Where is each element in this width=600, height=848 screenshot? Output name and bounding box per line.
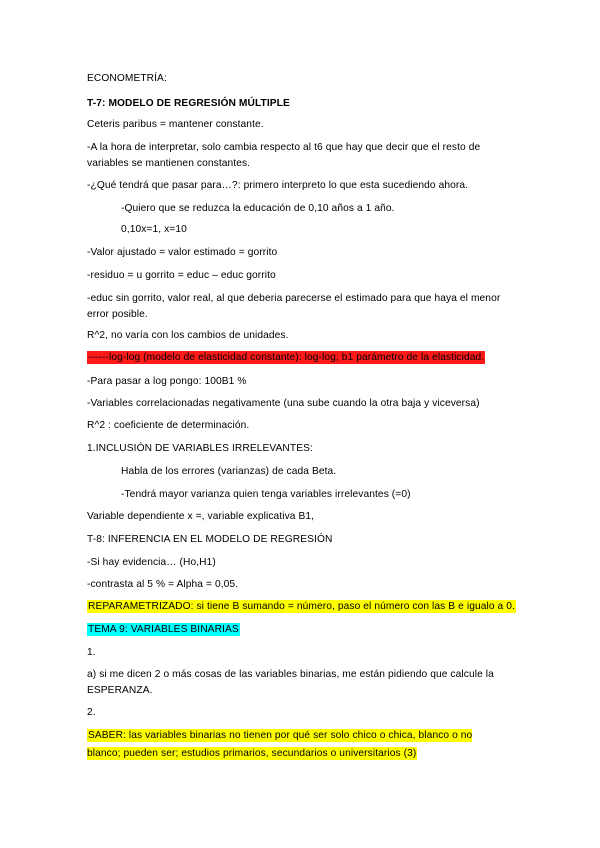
section-heading: 1.INCLUSIÓN DE VARIABLES IRRELEVANTES: bbox=[87, 443, 313, 454]
text-line: -Variables correlacionadas negativamente (una sube cuando la otra baja y viceversa) bbox=[87, 398, 480, 409]
text-line: -¿Qué tendrá que pasar para…?: primero interpreto lo que esta sucediendo ahora. bbox=[87, 180, 469, 191]
highlight-yellow-line bbox=[87, 599, 516, 615]
text-line: -residuo = u gorrito = educ – educ gorrito bbox=[87, 270, 276, 281]
highlight-cyan-line bbox=[87, 622, 240, 638]
text-line: R^2 : coeficiente de determinación. bbox=[87, 420, 250, 431]
text-paragraph: -educ sin gorrito, valor real, al que deberia parecerse el estimado para que haya el menor error posible. bbox=[87, 293, 501, 320]
highlight-red-line bbox=[87, 350, 485, 366]
text-line: -Si hay evidencia… (Ho,H1) bbox=[87, 557, 216, 568]
indented-line: Habla de los errores (varianzas) de cada Beta. bbox=[121, 466, 337, 477]
heading-t8: T-8: INFERENCIA EN EL MODELO DE REGRESIÓN bbox=[87, 534, 333, 545]
list-number: 1. bbox=[87, 647, 96, 658]
highlighted-text: REPARAMETRIZADO: si tiene B sumando = número, paso el número con las B e igualo a 0. bbox=[88, 601, 515, 612]
heading-t7: T-7: MODELO DE REGRESIÓN MÚLTIPLE bbox=[87, 98, 290, 109]
highlighted-text: TEMA 9: VARIABLES BINARIAS bbox=[88, 624, 239, 635]
text-line: -Para pasar a log pongo: 100B1 % bbox=[87, 376, 247, 387]
indented-line: -Quiero que se reduzca la educación de 0,10 años a 1 año. bbox=[121, 203, 395, 214]
highlighted-text: ------log-log (modelo de elasticidad constante): log-log, b1 parámetro de la elasticidad. bbox=[88, 352, 485, 363]
text-line: -Valor ajustado = valor estimado = gorrito bbox=[87, 247, 278, 258]
indented-line: 0,10x=1, x=10 bbox=[121, 224, 187, 235]
highlight-yellow-paragraph bbox=[87, 727, 507, 763]
indented-line: -Tendrá mayor varianza quien tenga variables irrelevantes (=0) bbox=[121, 489, 411, 500]
list-number: 2. bbox=[87, 707, 96, 718]
text-line: Variable dependiente x =, variable explicativa B1, bbox=[87, 511, 315, 522]
doc-title: ECONOMETRÍA: bbox=[87, 73, 167, 84]
text-paragraph: -A la hora de interpretar, solo cambia respecto al t6 que hay que decir que el resto de variables se mantienen constantes. bbox=[87, 142, 481, 169]
text-paragraph: a) si me dicen 2 o más cosas de las variables binarias, me están pidiendo que calcule la ESPERANZA. bbox=[87, 669, 494, 696]
text-line: R^2, no varía con los cambios de unidades. bbox=[87, 330, 289, 341]
highlighted-text: SABER: las variables binarias no tienen por qué ser solo chico o chica, blanco o no blanco; pueden ser; estudios primarios, secundarios o universitarios (3) bbox=[87, 730, 473, 759]
text-line: -contrasta al 5 % = Alpha = 0,05. bbox=[87, 579, 239, 590]
text-line: Ceteris paribus = mantener constante. bbox=[87, 119, 264, 130]
